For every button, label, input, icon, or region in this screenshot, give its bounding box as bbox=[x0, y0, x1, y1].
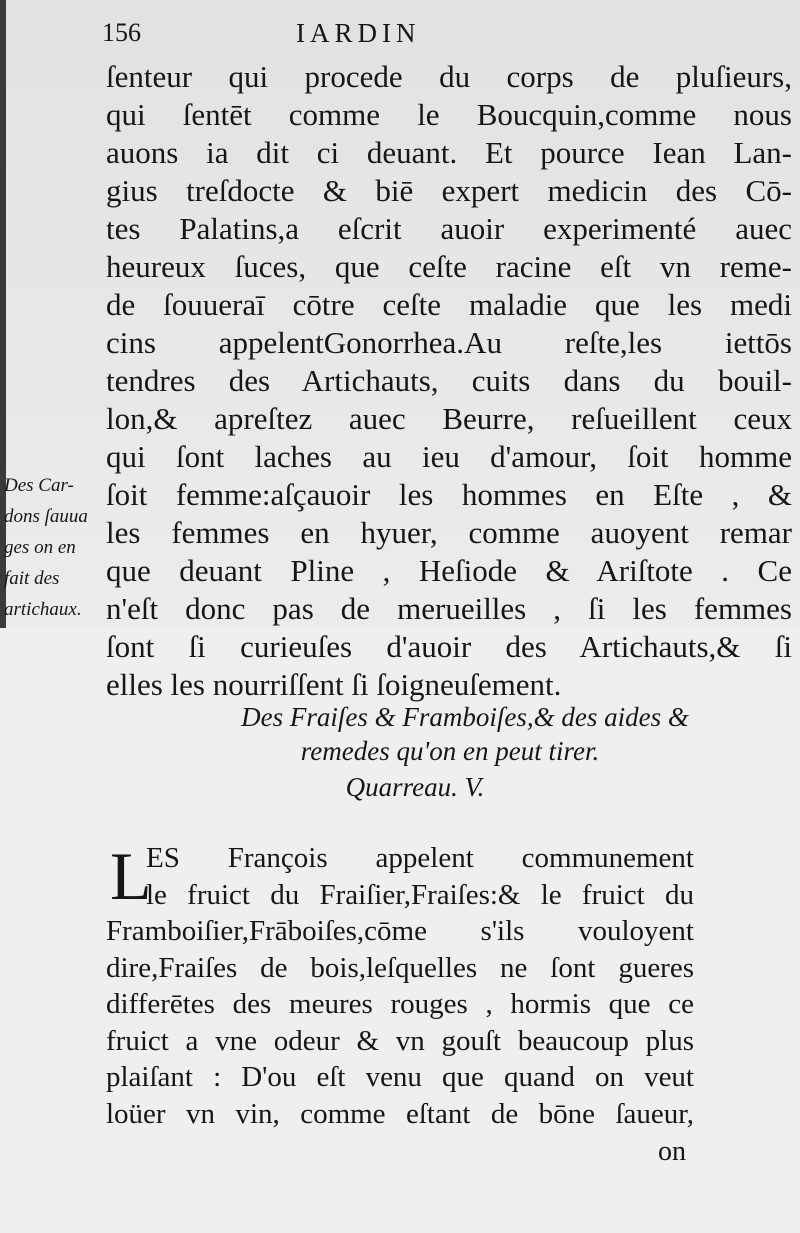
text-line: tendres des Artichauts, cuits dans du bouil- bbox=[106, 363, 792, 398]
text-line: lon,& apreſtez auec Beurre, reſueillent ceux bbox=[106, 401, 792, 436]
text-line: que deuant Pline , Heſiode & Ariſtote . Ce bbox=[106, 553, 792, 588]
text-line: qui ſentēt comme le Boucquin,comme nous bbox=[106, 97, 792, 132]
text-line: plaiſant : D'ou eſt venu que quand on veut bbox=[106, 1061, 694, 1093]
marginal-line: fait des bbox=[4, 568, 60, 589]
section-paragraph bbox=[106, 840, 694, 1132]
text-line: loüer vn vin, comme eſtant de bōne ſaueur, bbox=[106, 1097, 694, 1130]
text-line: de ſouueraī cōtre ceſte maladie que les medi bbox=[106, 287, 792, 322]
heading-chapter: Quarreau. V. bbox=[345, 772, 485, 802]
body-paragraph bbox=[106, 58, 792, 704]
marginal-note bbox=[4, 470, 104, 625]
text-line: ſont ſi curieuſes d'auoir des Artichauts,& ſi bbox=[106, 629, 792, 664]
text-line: le fruict du Fraiſier,Fraiſes:& le fruict du bbox=[146, 878, 694, 911]
text-line: elles les nourriſſent ſi ſoigneuſement. bbox=[106, 667, 562, 702]
text-line: fruict a vne odeur & vn gouſt beaucoup plus bbox=[106, 1024, 694, 1057]
heading-line: Des Fraiſes & Framboiſes,& des aides & bbox=[241, 702, 689, 732]
catchword: on bbox=[658, 1136, 686, 1167]
text-line: Framboiſier,Frāboiſes,cōme s'ils vouloyent bbox=[106, 915, 694, 947]
text-line: gius treſdocte & biē expert medicin des Cō- bbox=[106, 173, 792, 208]
running-title: IARDIN bbox=[296, 18, 421, 48]
marginal-line: ges on en bbox=[4, 537, 76, 558]
page-header bbox=[0, 14, 800, 54]
heading-line: remedes qu'on en peut tirer. bbox=[300, 736, 600, 766]
text-line: auons ia dit ci deuant. Et pource Iean Lan- bbox=[106, 135, 792, 170]
text-line: les femmes en hyuer, comme auoyent remar bbox=[106, 515, 792, 550]
section-heading bbox=[100, 700, 800, 804]
text-line: cins appelentGonorrhea.Au reſte,les iettōs bbox=[106, 325, 792, 360]
marginal-line: artichaux. bbox=[4, 599, 82, 620]
text-line: ſoit femme:aſçauoir les hommes en Eſte , & bbox=[106, 477, 792, 512]
drop-cap: L bbox=[110, 838, 152, 914]
marginal-line: dons ſauua bbox=[4, 506, 88, 527]
marginal-line: Des Car- bbox=[4, 475, 74, 496]
text-line: tes Palatins,a eſcrit auoir experimenté auec bbox=[106, 211, 792, 246]
text-line: n'eſt donc pas de merueilles , ſi les femmes bbox=[106, 591, 792, 626]
text-line: qui ſont laches au ieu d'amour, ſoit homme bbox=[106, 439, 792, 474]
text-line: heureux ſuces, que ceſte racine eſt vn reme- bbox=[106, 249, 792, 284]
text-line: differētes des meures rouges , hormis que ce bbox=[106, 988, 694, 1020]
page-number: 156 bbox=[102, 18, 141, 47]
text-line: dire,Fraiſes de bois,leſquelles ne ſont gueres bbox=[106, 951, 694, 984]
text-line: ſenteur qui procede du corps de pluſieurs, bbox=[106, 59, 792, 94]
text-line: ES François appelent communement bbox=[146, 842, 694, 874]
